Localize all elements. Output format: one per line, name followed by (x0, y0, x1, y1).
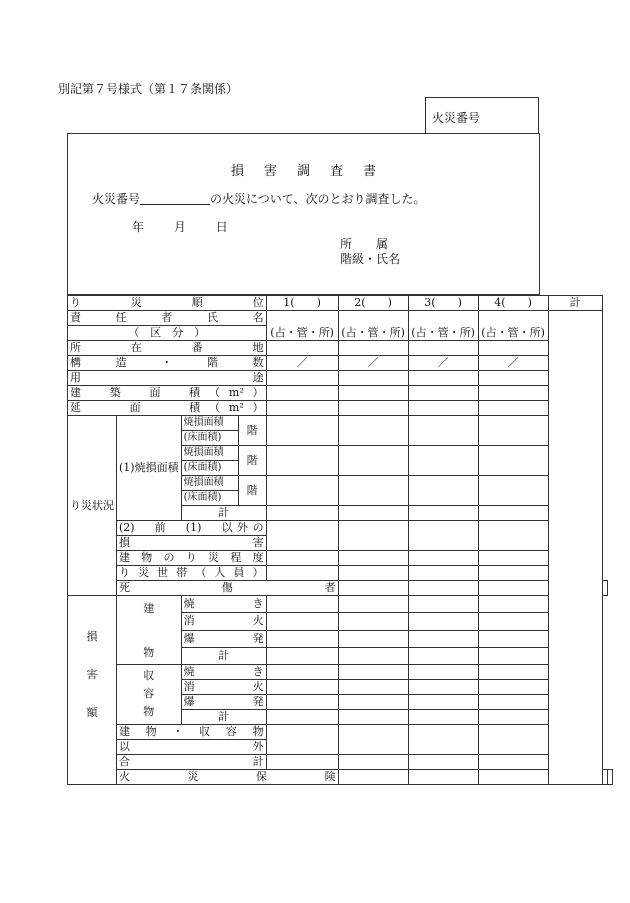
oloss-cell-4[interactable] (478, 725, 548, 755)
cfire-cell-1[interactable] (266, 665, 338, 680)
floor-area-label: 延 面 積（m²） (68, 401, 267, 416)
date-day: 日 (215, 220, 228, 234)
burn-subtotal-cell-2[interactable] (338, 506, 408, 521)
structure-cell-4: ／ (478, 356, 548, 371)
building-label-bot: 物 (143, 646, 155, 659)
row-order-label: り 災 順 位 (68, 296, 267, 311)
building-area-cell-4[interactable] (478, 386, 548, 401)
bfire-cell-4[interactable] (478, 596, 548, 613)
cexp-cell-1[interactable] (266, 695, 338, 710)
other-damage-cell-1[interactable] (266, 521, 338, 551)
fire-number-label: 火災番号 (432, 111, 481, 125)
floor-label-3: 階 (238, 476, 266, 506)
burn-2-cell-3[interactable] (408, 446, 478, 476)
burn-3-cell-3[interactable] (408, 476, 478, 506)
responsible-cell-3: (占・管・所) (408, 311, 478, 341)
affiliation-label: 所 属 (340, 237, 389, 251)
other-damage-cell-2[interactable] (338, 521, 408, 551)
rank-name-label: 階級・氏名 (340, 252, 401, 266)
ltotal-cell-4[interactable] (478, 755, 548, 770)
location-cell-3[interactable] (408, 341, 478, 356)
date-line (132, 218, 254, 235)
bexp-cell-3[interactable] (408, 630, 478, 647)
date-year: 年 (132, 220, 145, 234)
use-label: 用 途 (68, 371, 267, 386)
loss-label-mid: 害 (86, 668, 98, 681)
use-cell-2[interactable] (338, 371, 408, 386)
csub-cell-1[interactable] (266, 710, 338, 725)
other-loss-label-1: 建物・収容物 (117, 725, 267, 740)
col-4-header: 4( ) (478, 296, 548, 311)
bexp-cell-1[interactable] (266, 630, 338, 647)
document-title: 損害調査書 (230, 164, 396, 179)
use-cell-4[interactable] (478, 371, 548, 386)
responsible-label-1: 責 任 者 氏 名 (68, 311, 267, 326)
ltotal-cell-3[interactable] (408, 755, 478, 770)
degree-cell-1[interactable] (266, 551, 338, 566)
burn-subtotal-cell-3[interactable] (408, 506, 478, 521)
burn-3-cell-4[interactable] (478, 476, 548, 506)
structure-label: 構 造 ・ 階 数 (68, 356, 267, 371)
oloss-cell-3[interactable] (408, 725, 478, 755)
fire-number-box (425, 97, 539, 133)
location-cell-1[interactable] (266, 341, 338, 356)
contents-extinguish-label: 消 火 (181, 680, 266, 695)
cfire-cell-3[interactable] (408, 665, 478, 680)
location-label: 所 在 番 地 (68, 341, 267, 356)
total-column (548, 311, 602, 785)
casualties-cell-3[interactable] (478, 581, 548, 596)
oloss-cell-1[interactable] (266, 725, 338, 755)
building-group-label (117, 596, 182, 665)
loss-label-bot: 額 (86, 706, 98, 719)
casualties-label: 死 傷 者 (117, 581, 339, 596)
casualties-cell-1[interactable] (338, 581, 408, 596)
burn-1-cell-2[interactable] (338, 416, 408, 446)
casualties-cell-4[interactable] (602, 581, 607, 596)
burn-area-sub-3a: 焼損面積 (181, 476, 238, 491)
contents-explosion-label: 爆 発 (181, 695, 266, 710)
date-month: 月 (173, 220, 186, 234)
csub-cell-2[interactable] (338, 710, 408, 725)
building-explosion-label: 爆 発 (181, 630, 266, 647)
bext-cell-3[interactable] (408, 613, 478, 630)
building-area-cell-2[interactable] (338, 386, 408, 401)
bsub-cell-3[interactable] (408, 647, 478, 664)
use-cell-1[interactable] (266, 371, 338, 386)
households-cell-1[interactable] (266, 566, 338, 581)
structure-cell-3: ／ (408, 356, 478, 371)
cext-cell-3[interactable] (408, 680, 478, 695)
ltotal-cell-1[interactable] (266, 755, 338, 770)
cfire-cell-2[interactable] (338, 665, 408, 680)
cfire-cell-4[interactable] (478, 665, 548, 680)
insurance-cell-2[interactable] (408, 770, 478, 785)
col-total-header: 計 (548, 296, 602, 311)
building-area-label: 建 築 面 積（m²） (68, 386, 267, 401)
responsible-cell-4: (占・管・所) (478, 311, 548, 341)
insurance-cell-3[interactable] (478, 770, 548, 785)
cexp-cell-2[interactable] (338, 695, 408, 710)
fire-number-blank[interactable] (140, 192, 210, 205)
fire-insurance-label: 火 災 保 険 (117, 770, 339, 785)
burn-1-cell-4[interactable] (478, 416, 548, 446)
csub-cell-4[interactable] (478, 710, 548, 725)
households-cell-3[interactable] (408, 566, 478, 581)
bexp-cell-4[interactable] (478, 630, 548, 647)
burn-3-cell-1[interactable] (266, 476, 338, 506)
floor-area-cell-1[interactable] (266, 401, 338, 416)
location-cell-4[interactable] (478, 341, 548, 356)
building-fire-label: 焼 き (181, 596, 266, 613)
cexp-cell-3[interactable] (408, 695, 478, 710)
burn-2-cell-4[interactable] (478, 446, 548, 476)
structure-cell-2: ／ (338, 356, 408, 371)
bsub-cell-1[interactable] (266, 647, 338, 664)
burn-1-cell-1[interactable] (266, 416, 338, 446)
cexp-cell-4[interactable] (478, 695, 548, 710)
structure-cell-1: ／ (266, 356, 338, 371)
sentence-after: の火災について、次のとおり調査した。 (210, 192, 426, 206)
burn-area-sub-2a: 焼損面積 (181, 446, 238, 461)
bext-cell-4[interactable] (478, 613, 548, 630)
location-cell-2[interactable] (338, 341, 408, 356)
burn-area-subtotal-label: 計 (181, 506, 266, 521)
bfire-cell-2[interactable] (338, 596, 408, 613)
burn-3-cell-2[interactable] (338, 476, 408, 506)
households-cell-4[interactable] (478, 566, 548, 581)
use-cell-3[interactable] (408, 371, 478, 386)
affected-households-label: り災世帯（人員） (117, 566, 267, 581)
col-1-header: 1( ) (266, 296, 338, 311)
contents-label-1: 収 (143, 669, 155, 682)
col-2-header: 2( ) (338, 296, 408, 311)
bext-cell-1[interactable] (266, 613, 338, 630)
contents-fire-label: 焼 き (181, 665, 266, 680)
cext-cell-1[interactable] (266, 680, 338, 695)
sentence-before: 火災番号 (92, 192, 141, 206)
intro-sentence (92, 190, 426, 207)
col-3-header: 3( ) (408, 296, 478, 311)
burn-area-sub-2b: (床面積) (181, 461, 238, 476)
other-damage-cell-3[interactable] (408, 521, 478, 551)
contents-group-label (117, 665, 182, 725)
bfire-cell-1[interactable] (266, 596, 338, 613)
burn-subtotal-cell-1[interactable] (266, 506, 338, 521)
degree-cell-3[interactable] (408, 551, 478, 566)
responsible-cell-1: (占・管・所) (266, 311, 338, 341)
building-area-cell-3[interactable] (408, 386, 478, 401)
burn-area-sub-1b: (床面積) (181, 431, 238, 446)
responsible-cell-2: (占・管・所) (338, 311, 408, 341)
insurance-total-cell[interactable] (607, 770, 612, 785)
cext-cell-2[interactable] (338, 680, 408, 695)
contents-subtotal-label: 計 (181, 710, 266, 725)
bext-cell-2[interactable] (338, 613, 408, 630)
degree-cell-2[interactable] (338, 551, 408, 566)
other-loss-label-2: 以 外 (117, 740, 267, 755)
floor-area-cell-3[interactable] (408, 401, 478, 416)
bsub-cell-2[interactable] (338, 647, 408, 664)
floor-area-cell-4[interactable] (478, 401, 548, 416)
loss-label-top: 損 (86, 630, 98, 643)
building-subtotal-label: 計 (181, 647, 266, 664)
bexp-cell-2[interactable] (338, 630, 408, 647)
burn-area-group-label: (1)焼損面積 (117, 416, 182, 521)
damage-survey-table (67, 295, 613, 785)
csub-cell-3[interactable] (408, 710, 478, 725)
casualties-cell-2[interactable] (408, 581, 478, 596)
households-cell-2[interactable] (338, 566, 408, 581)
loss-amount-label (68, 596, 117, 785)
burn-2-cell-1[interactable] (266, 446, 338, 476)
building-extinguish-label: 消 火 (181, 613, 266, 630)
insurance-cell-1[interactable] (338, 770, 408, 785)
cext-cell-4[interactable] (478, 680, 548, 695)
burn-subtotal-cell-4[interactable] (478, 506, 548, 521)
form-caption: 別記第７号様式（第１７条関係） (58, 82, 239, 96)
contents-label-2: 容 (143, 687, 155, 700)
report-header-box (67, 133, 540, 295)
bsub-cell-4[interactable] (478, 647, 548, 664)
other-damage-label-1: (2) 前 (1) 以外の (117, 521, 267, 536)
building-area-cell-1[interactable] (266, 386, 338, 401)
contents-label-3: 物 (143, 705, 155, 718)
burn-area-sub-1a: 焼損面積 (181, 416, 238, 431)
damage-degree-label: 建物のり災程度 (117, 551, 267, 566)
building-label-top: 建 (143, 602, 155, 615)
other-damage-label-2: 損 害 (117, 536, 267, 551)
responsible-label-2: （ 区 分 ） (68, 326, 267, 341)
floor-label-2: 階 (238, 446, 266, 476)
other-damage-cell-4[interactable] (478, 521, 548, 551)
burn-area-sub-3b: (床面積) (181, 491, 238, 506)
damage-status-label: り災状況 (68, 416, 117, 596)
oloss-cell-2[interactable] (338, 725, 408, 755)
degree-cell-4[interactable] (478, 551, 548, 566)
floor-label-1: 階 (238, 416, 266, 446)
floor-area-cell-2[interactable] (338, 401, 408, 416)
bfire-cell-3[interactable] (408, 596, 478, 613)
ltotal-cell-2[interactable] (338, 755, 408, 770)
loss-total-label: 合 計 (117, 755, 267, 770)
burn-2-cell-2[interactable] (338, 446, 408, 476)
burn-1-cell-3[interactable] (408, 416, 478, 446)
